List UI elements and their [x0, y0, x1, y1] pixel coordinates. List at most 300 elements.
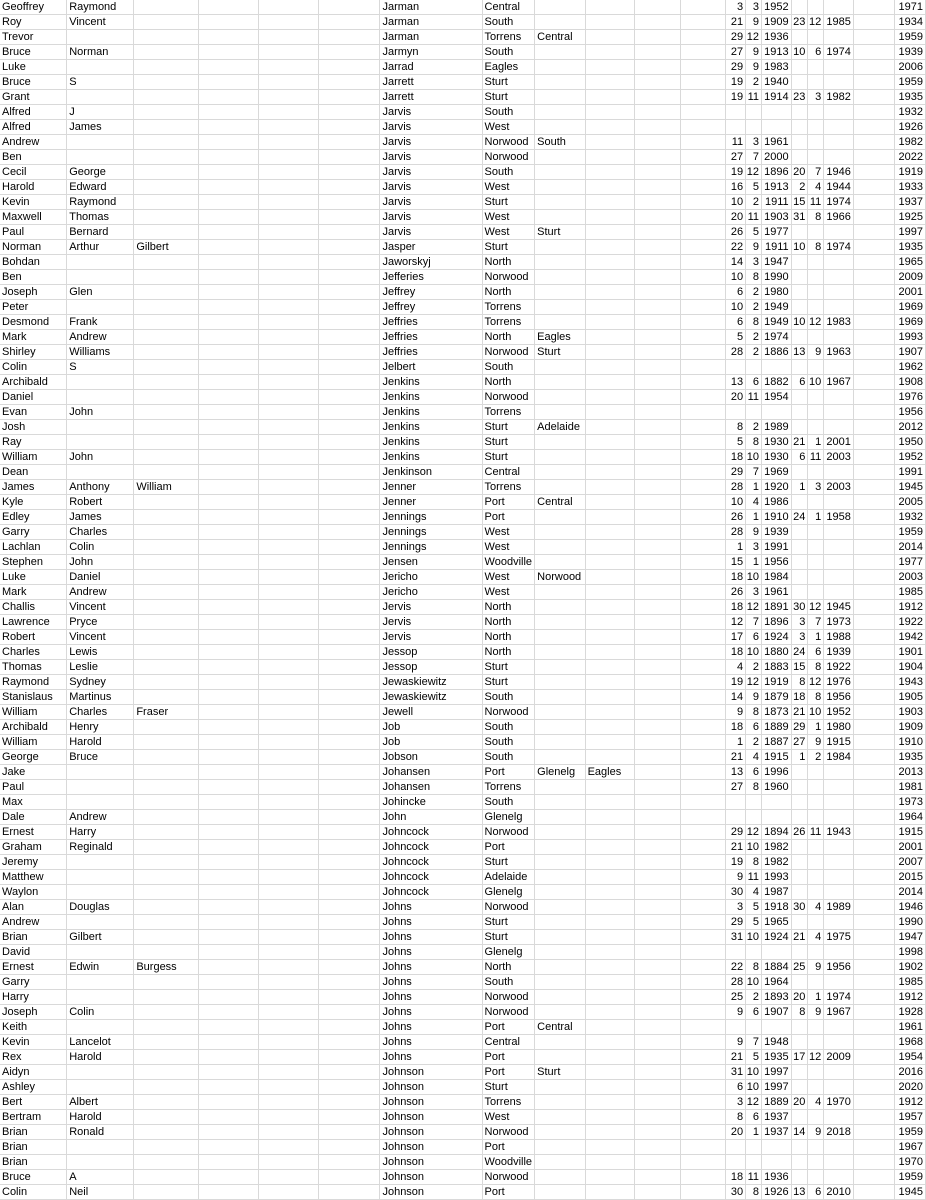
cell[interactable]: S	[67, 75, 134, 90]
cell[interactable]	[585, 795, 635, 810]
cell[interactable]	[535, 975, 585, 990]
cell[interactable]	[67, 975, 134, 990]
cell[interactable]	[725, 1155, 745, 1170]
cell[interactable]: Jelbert	[380, 360, 482, 375]
cell[interactable]: 1990	[762, 270, 792, 285]
cell[interactable]	[585, 330, 635, 345]
cell[interactable]: Jaworskyj	[380, 255, 482, 270]
cell[interactable]	[535, 600, 585, 615]
cell[interactable]	[198, 105, 258, 120]
cell[interactable]: 4	[725, 660, 745, 675]
cell[interactable]: 1912	[895, 990, 926, 1005]
cell[interactable]	[853, 1185, 894, 1200]
cell[interactable]	[319, 405, 380, 420]
cell[interactable]	[319, 330, 380, 345]
cell[interactable]	[585, 495, 635, 510]
cell[interactable]: 5	[746, 1050, 762, 1065]
cell[interactable]	[319, 1080, 380, 1095]
cell[interactable]: 1986	[762, 495, 792, 510]
cell[interactable]: 5	[746, 225, 762, 240]
cell[interactable]	[535, 1110, 585, 1125]
cell[interactable]	[535, 75, 585, 90]
cell[interactable]: West	[482, 225, 535, 240]
cell[interactable]	[824, 525, 854, 540]
cell[interactable]	[808, 105, 824, 120]
cell[interactable]	[319, 900, 380, 915]
cell[interactable]: 27	[791, 735, 808, 750]
cell[interactable]	[319, 495, 380, 510]
cell[interactable]	[535, 1005, 585, 1020]
cell[interactable]	[198, 75, 258, 90]
cell[interactable]	[824, 105, 854, 120]
cell[interactable]	[535, 1050, 585, 1065]
cell[interactable]: 1997	[895, 225, 926, 240]
cell[interactable]	[319, 60, 380, 75]
cell[interactable]	[681, 360, 726, 375]
cell[interactable]	[198, 330, 258, 345]
cell[interactable]: Norwood	[482, 1005, 535, 1020]
cell[interactable]	[67, 375, 134, 390]
cell[interactable]	[535, 810, 585, 825]
cell[interactable]: Josh	[0, 420, 67, 435]
cell[interactable]: 1	[746, 480, 762, 495]
cell[interactable]	[681, 540, 726, 555]
cell[interactable]	[635, 1155, 681, 1170]
cell[interactable]: Johns	[380, 930, 482, 945]
cell[interactable]: Alfred	[0, 120, 67, 135]
cell[interactable]	[791, 840, 808, 855]
cell[interactable]: Desmond	[0, 315, 67, 330]
cell[interactable]	[824, 780, 854, 795]
cell[interactable]: 1	[791, 750, 808, 765]
cell[interactable]	[134, 300, 198, 315]
cell[interactable]	[791, 870, 808, 885]
cell[interactable]: South	[482, 360, 535, 375]
cell[interactable]	[762, 1155, 792, 1170]
cell[interactable]	[635, 1125, 681, 1140]
cell[interactable]: Jeremy	[0, 855, 67, 870]
cell[interactable]	[134, 765, 198, 780]
cell[interactable]	[853, 735, 894, 750]
cell[interactable]	[535, 1140, 585, 1155]
cell[interactable]: 7	[746, 1035, 762, 1050]
cell[interactable]	[134, 840, 198, 855]
cell[interactable]: 2003	[824, 450, 854, 465]
cell[interactable]: Henry	[67, 720, 134, 735]
cell[interactable]	[134, 1125, 198, 1140]
cell[interactable]	[259, 345, 319, 360]
cell[interactable]	[259, 1005, 319, 1020]
cell[interactable]	[134, 15, 198, 30]
cell[interactable]: 1	[808, 720, 824, 735]
cell[interactable]: 1945	[895, 1185, 926, 1200]
cell[interactable]	[681, 1170, 726, 1185]
cell[interactable]: Port	[482, 1050, 535, 1065]
cell[interactable]	[808, 1020, 824, 1035]
cell[interactable]	[853, 180, 894, 195]
cell[interactable]: 1989	[762, 420, 792, 435]
cell[interactable]: 8	[746, 960, 762, 975]
cell[interactable]: Johncock	[380, 870, 482, 885]
cell[interactable]	[134, 315, 198, 330]
cell[interactable]: Johns	[380, 1005, 482, 1020]
cell[interactable]: 1930	[762, 435, 792, 450]
cell[interactable]: 18	[725, 1170, 745, 1185]
cell[interactable]	[134, 825, 198, 840]
cell[interactable]: 25	[791, 960, 808, 975]
cell[interactable]: 28	[725, 525, 745, 540]
cell[interactable]	[198, 600, 258, 615]
cell[interactable]: Sydney	[67, 675, 134, 690]
cell[interactable]	[824, 885, 854, 900]
cell[interactable]	[319, 1050, 380, 1065]
cell[interactable]	[585, 600, 635, 615]
cell[interactable]: Joseph	[0, 1005, 67, 1020]
cell[interactable]	[67, 885, 134, 900]
cell[interactable]	[681, 120, 726, 135]
cell[interactable]: 29	[725, 30, 745, 45]
cell[interactable]	[198, 1125, 258, 1140]
cell[interactable]	[808, 360, 824, 375]
cell[interactable]: 1901	[895, 645, 926, 660]
cell[interactable]: 13	[725, 375, 745, 390]
cell[interactable]	[725, 945, 745, 960]
cell[interactable]: 1970	[824, 1095, 854, 1110]
cell[interactable]	[791, 1110, 808, 1125]
cell[interactable]	[198, 510, 258, 525]
cell[interactable]	[134, 735, 198, 750]
cell[interactable]: 2010	[824, 1185, 854, 1200]
cell[interactable]	[319, 1065, 380, 1080]
cell[interactable]	[319, 165, 380, 180]
cell[interactable]: 12	[725, 615, 745, 630]
cell[interactable]: Daniel	[67, 570, 134, 585]
cell[interactable]	[198, 240, 258, 255]
cell[interactable]: Bruce	[0, 1170, 67, 1185]
cell[interactable]	[824, 855, 854, 870]
cell[interactable]: Norman	[0, 240, 67, 255]
cell[interactable]: Sturt	[535, 345, 585, 360]
cell[interactable]: 1913	[762, 45, 792, 60]
cell[interactable]	[134, 525, 198, 540]
cell[interactable]	[134, 180, 198, 195]
cell[interactable]: William	[0, 735, 67, 750]
cell[interactable]: Torrens	[482, 480, 535, 495]
cell[interactable]: 1	[808, 630, 824, 645]
cell[interactable]: Eagles	[585, 765, 635, 780]
cell[interactable]: 1873	[762, 705, 792, 720]
cell[interactable]: Jeffries	[380, 315, 482, 330]
cell[interactable]	[853, 840, 894, 855]
cell[interactable]	[535, 735, 585, 750]
cell[interactable]	[635, 1065, 681, 1080]
cell[interactable]	[681, 300, 726, 315]
cell[interactable]	[681, 990, 726, 1005]
cell[interactable]: 1915	[895, 825, 926, 840]
cell[interactable]	[134, 60, 198, 75]
cell[interactable]: Jenkinson	[380, 465, 482, 480]
cell[interactable]	[259, 450, 319, 465]
cell[interactable]	[681, 585, 726, 600]
cell[interactable]: Andrew	[67, 330, 134, 345]
cell[interactable]: 1982	[762, 840, 792, 855]
cell[interactable]: West	[482, 525, 535, 540]
cell[interactable]	[535, 660, 585, 675]
cell[interactable]: 1933	[895, 180, 926, 195]
cell[interactable]: 5	[746, 900, 762, 915]
cell[interactable]	[853, 150, 894, 165]
cell[interactable]: Central	[482, 465, 535, 480]
cell[interactable]: 1967	[824, 1005, 854, 1020]
cell[interactable]: 11	[746, 870, 762, 885]
cell[interactable]	[635, 315, 681, 330]
cell[interactable]	[853, 330, 894, 345]
cell[interactable]	[319, 1095, 380, 1110]
cell[interactable]	[824, 1065, 854, 1080]
cell[interactable]	[134, 645, 198, 660]
cell[interactable]	[791, 270, 808, 285]
cell[interactable]: 18	[725, 570, 745, 585]
cell[interactable]: Paul	[0, 225, 67, 240]
cell[interactable]	[808, 75, 824, 90]
cell[interactable]: 14	[791, 1125, 808, 1140]
cell[interactable]	[635, 720, 681, 735]
cell[interactable]	[791, 330, 808, 345]
cell[interactable]	[808, 60, 824, 75]
cell[interactable]: 1	[746, 510, 762, 525]
cell[interactable]	[585, 390, 635, 405]
cell[interactable]: 1969	[762, 465, 792, 480]
cell[interactable]	[725, 795, 745, 810]
cell[interactable]	[681, 645, 726, 660]
cell[interactable]	[853, 225, 894, 240]
cell[interactable]	[319, 90, 380, 105]
cell[interactable]	[134, 870, 198, 885]
cell[interactable]: George	[0, 750, 67, 765]
cell[interactable]: Sturt	[482, 915, 535, 930]
cell[interactable]	[635, 600, 681, 615]
cell[interactable]	[319, 135, 380, 150]
cell[interactable]	[259, 555, 319, 570]
cell[interactable]	[824, 75, 854, 90]
cell[interactable]: Andrew	[67, 585, 134, 600]
cell[interactable]	[198, 90, 258, 105]
cell[interactable]: Gilbert	[134, 240, 198, 255]
cell[interactable]	[134, 1005, 198, 1020]
cell[interactable]: 1913	[762, 180, 792, 195]
cell[interactable]: Evan	[0, 405, 67, 420]
cell[interactable]: 8	[808, 690, 824, 705]
cell[interactable]: Jenkins	[380, 375, 482, 390]
cell[interactable]	[791, 285, 808, 300]
cell[interactable]	[259, 420, 319, 435]
cell[interactable]: 1918	[762, 900, 792, 915]
cell[interactable]	[67, 255, 134, 270]
cell[interactable]	[681, 1155, 726, 1170]
cell[interactable]: Raymond	[67, 0, 134, 15]
cell[interactable]	[853, 555, 894, 570]
cell[interactable]: 1935	[895, 750, 926, 765]
cell[interactable]: 8	[746, 435, 762, 450]
cell[interactable]	[198, 690, 258, 705]
cell[interactable]	[198, 750, 258, 765]
cell[interactable]	[319, 510, 380, 525]
cell[interactable]: 1974	[824, 45, 854, 60]
cell[interactable]	[259, 1140, 319, 1155]
cell[interactable]	[585, 615, 635, 630]
cell[interactable]: 1984	[824, 750, 854, 765]
cell[interactable]	[635, 225, 681, 240]
cell[interactable]: Lawrence	[0, 615, 67, 630]
cell[interactable]	[853, 465, 894, 480]
cell[interactable]: 17	[725, 630, 745, 645]
cell[interactable]	[198, 1185, 258, 1200]
cell[interactable]: 14	[725, 690, 745, 705]
cell[interactable]: 1912	[895, 600, 926, 615]
cell[interactable]	[585, 420, 635, 435]
cell[interactable]	[134, 105, 198, 120]
cell[interactable]: Bernard	[67, 225, 134, 240]
cell[interactable]	[808, 1170, 824, 1185]
cell[interactable]	[808, 570, 824, 585]
cell[interactable]: Norwood	[482, 900, 535, 915]
cell[interactable]: 18	[725, 600, 745, 615]
cell[interactable]: 9	[725, 870, 745, 885]
cell[interactable]: Sturt	[482, 930, 535, 945]
cell[interactable]: George	[67, 165, 134, 180]
cell[interactable]	[67, 780, 134, 795]
cell[interactable]	[725, 360, 745, 375]
cell[interactable]: Jenkins	[380, 450, 482, 465]
cell[interactable]: Keith	[0, 1020, 67, 1035]
cell[interactable]: 1937	[895, 195, 926, 210]
cell[interactable]	[198, 285, 258, 300]
cell[interactable]	[681, 1125, 726, 1140]
cell[interactable]	[134, 435, 198, 450]
cell[interactable]	[808, 390, 824, 405]
cell[interactable]: 9	[725, 1035, 745, 1050]
cell[interactable]	[585, 630, 635, 645]
cell[interactable]: 1964	[895, 810, 926, 825]
cell[interactable]: North	[482, 375, 535, 390]
cell[interactable]: Dale	[0, 810, 67, 825]
cell[interactable]	[535, 315, 585, 330]
cell[interactable]	[681, 135, 726, 150]
cell[interactable]	[259, 930, 319, 945]
cell[interactable]	[319, 1125, 380, 1140]
cell[interactable]	[134, 855, 198, 870]
cell[interactable]	[853, 780, 894, 795]
cell[interactable]	[535, 960, 585, 975]
cell[interactable]: North	[482, 645, 535, 660]
cell[interactable]	[791, 795, 808, 810]
cell[interactable]	[134, 225, 198, 240]
cell[interactable]	[681, 495, 726, 510]
cell[interactable]	[134, 150, 198, 165]
cell[interactable]	[535, 150, 585, 165]
cell[interactable]: 6	[791, 450, 808, 465]
cell[interactable]	[319, 420, 380, 435]
cell[interactable]	[585, 210, 635, 225]
cell[interactable]	[585, 405, 635, 420]
cell[interactable]	[681, 15, 726, 30]
cell[interactable]: West	[482, 570, 535, 585]
cell[interactable]	[681, 1185, 726, 1200]
cell[interactable]	[585, 195, 635, 210]
cell[interactable]: 18	[725, 645, 745, 660]
cell[interactable]	[585, 105, 635, 120]
cell[interactable]: 1990	[895, 915, 926, 930]
cell[interactable]	[585, 1185, 635, 1200]
cell[interactable]	[585, 825, 635, 840]
cell[interactable]	[824, 495, 854, 510]
cell[interactable]: Grant	[0, 90, 67, 105]
cell[interactable]	[535, 855, 585, 870]
cell[interactable]	[134, 930, 198, 945]
cell[interactable]: Jeffries	[380, 330, 482, 345]
cell[interactable]	[67, 390, 134, 405]
cell[interactable]: Pryce	[67, 615, 134, 630]
cell[interactable]: 5	[746, 915, 762, 930]
cell[interactable]	[853, 825, 894, 840]
cell[interactable]	[535, 990, 585, 1005]
cell[interactable]: Vincent	[67, 600, 134, 615]
cell[interactable]	[259, 855, 319, 870]
cell[interactable]	[824, 135, 854, 150]
cell[interactable]	[198, 945, 258, 960]
cell[interactable]: 23	[791, 90, 808, 105]
cell[interactable]: 12	[746, 165, 762, 180]
cell[interactable]: Cecil	[0, 165, 67, 180]
cell[interactable]: 1947	[762, 255, 792, 270]
cell[interactable]: Robert	[67, 495, 134, 510]
cell[interactable]: 2	[746, 420, 762, 435]
cell[interactable]: Johns	[380, 915, 482, 930]
cell[interactable]: 1922	[895, 615, 926, 630]
cell[interactable]: 7	[808, 165, 824, 180]
cell[interactable]	[259, 630, 319, 645]
cell[interactable]	[67, 1080, 134, 1095]
cell[interactable]	[853, 135, 894, 150]
cell[interactable]: Gilbert	[67, 930, 134, 945]
cell[interactable]: 8	[725, 420, 745, 435]
cell[interactable]	[67, 135, 134, 150]
cell[interactable]	[134, 1080, 198, 1095]
cell[interactable]	[791, 975, 808, 990]
cell[interactable]	[535, 585, 585, 600]
cell[interactable]: Martinus	[67, 690, 134, 705]
cell[interactable]: 1947	[895, 930, 926, 945]
cell[interactable]: Port	[482, 1140, 535, 1155]
cell[interactable]: South	[482, 975, 535, 990]
cell[interactable]: 3	[725, 0, 745, 15]
cell[interactable]	[585, 75, 635, 90]
cell[interactable]: 10	[746, 1080, 762, 1095]
cell[interactable]: David	[0, 945, 67, 960]
cell[interactable]: 2003	[895, 570, 926, 585]
cell[interactable]: 1991	[762, 540, 792, 555]
cell[interactable]: Johnson	[380, 1155, 482, 1170]
cell[interactable]	[198, 60, 258, 75]
cell[interactable]	[198, 825, 258, 840]
cell[interactable]	[134, 975, 198, 990]
cell[interactable]	[681, 270, 726, 285]
cell[interactable]	[535, 510, 585, 525]
cell[interactable]	[198, 705, 258, 720]
cell[interactable]	[681, 975, 726, 990]
cell[interactable]	[319, 315, 380, 330]
cell[interactable]	[853, 0, 894, 15]
